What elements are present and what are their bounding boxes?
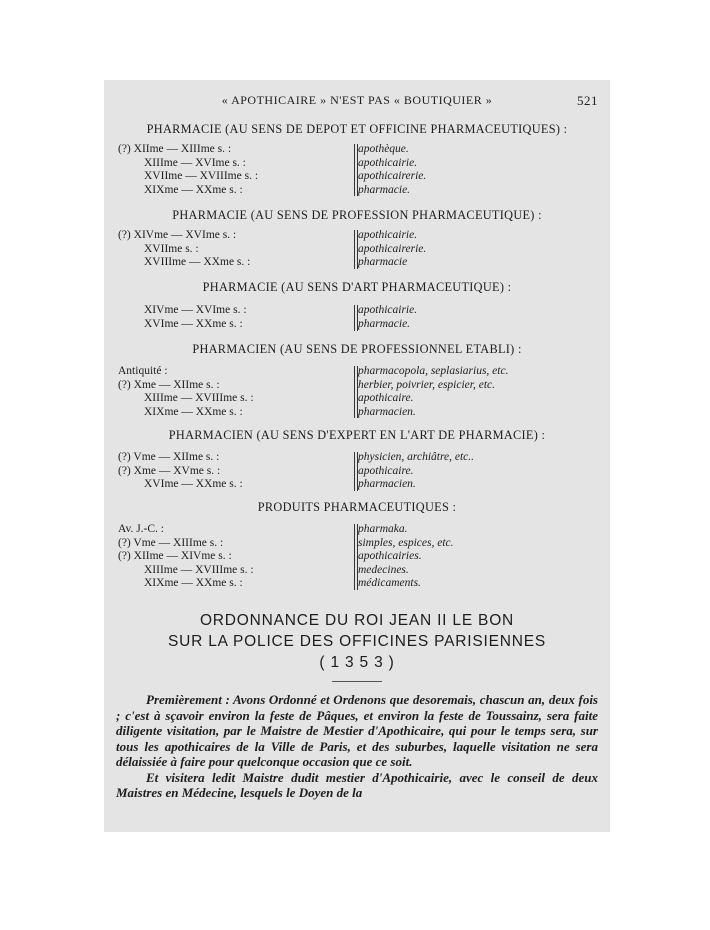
term-table xyxy=(118,229,588,270)
table-row xyxy=(118,318,588,332)
section-heading: PHARMACIE (AU SENS D'ART PHARMACEUTIQUE) : xyxy=(202,280,512,294)
table-row xyxy=(118,243,588,257)
term-label: apothèque. xyxy=(358,143,409,155)
ordinance-year: ( 1 3 5 3 ) xyxy=(319,654,395,671)
term-table xyxy=(118,451,588,492)
running-head xyxy=(104,93,610,109)
table-row xyxy=(118,392,588,406)
ordinance-title-line1: ORDONNANCE DU ROI JEAN II LE BON xyxy=(199,612,515,629)
term-label: pharmacie. xyxy=(358,183,411,196)
table-row xyxy=(118,304,588,318)
paragraph: Premièrement : Avons Ordonné et Ordenons que desoremais, chascun an, deux fois ; c'est à sçavoir environ la feste de Pâques, et environ la feste de Toussainz, sera faite diligente visitation, par le Maistre de Mestier d'Apothicaire, qui pour le temps sera, sur tous les apothicaires de la Ville de Paris, et des suburbes, laquelle visitation ne sera délaissiée à faire pour quelconque occasion que ce soit. xyxy=(116,692,598,769)
term-label: médicaments. xyxy=(358,577,421,589)
table-row xyxy=(118,157,588,171)
table-row xyxy=(118,523,588,537)
table-row xyxy=(118,229,588,243)
table-row xyxy=(118,170,588,184)
table-row xyxy=(118,577,588,591)
period-label: XIVme — XVIme s. : xyxy=(144,304,247,316)
term-label: medecines. xyxy=(358,563,409,576)
term-table xyxy=(118,523,588,591)
table-row xyxy=(118,478,588,492)
period-label: (?) Xme — XVme s. : xyxy=(118,464,221,477)
term-label: pharmacien. xyxy=(358,405,416,418)
table-row xyxy=(118,379,588,393)
period-label: XIXme — XXme s. : xyxy=(144,405,243,418)
period-label: (?) Vme — XIIIme s. : xyxy=(118,536,224,549)
period-label: Av. J.-C. : xyxy=(118,523,164,535)
table-row xyxy=(118,451,588,465)
period-label: XVIme — XXme s. : xyxy=(144,478,243,490)
term-label: pharmacie. xyxy=(358,317,411,330)
period-label: (?) Xme — XIIme s. : xyxy=(118,378,220,391)
term-label: apothicairie. xyxy=(358,229,418,241)
term-label: apothicairie. xyxy=(358,304,418,316)
period-label: XVIIme s. : xyxy=(144,242,199,255)
term-label: apothicairerie. xyxy=(358,170,427,182)
section-heading: PHARMACIE (AU SENS DE DEPOT ET OFFICINE PHARMACEUTIQUES) : xyxy=(146,122,568,136)
period-label: XVIme — XXme s. : xyxy=(144,317,243,330)
table-row xyxy=(118,537,588,551)
period-label: XVIIme — XVIIIme s. : xyxy=(144,170,259,182)
term-label: herbier, poivrier, espicier, etc. xyxy=(358,378,496,391)
term-label: pharmacie xyxy=(358,256,408,268)
term-label: apothicairerie. xyxy=(358,242,427,255)
term-label: pharmacopola, seplasiarius, etc. xyxy=(358,365,509,377)
term-label: pharmaka. xyxy=(358,523,408,535)
section-heading: PHARMACIEN (AU SENS D'EXPERT EN L'ART DE PHARMACIE) : xyxy=(168,428,546,442)
ordinance-title-line2: SUR LA POLICE DES OFFICINES PARISIENNES xyxy=(167,633,547,650)
title-divider xyxy=(332,681,382,682)
term-label: apothicairies. xyxy=(358,550,422,562)
running-head-title: « APOTHICAIRE » N'EST PAS « BOUTIQUIER » xyxy=(221,93,493,107)
period-label: XIXme — XXme s. : xyxy=(144,183,243,196)
period-label: (?) XIIme — XIVme s. : xyxy=(118,550,232,562)
table-row xyxy=(118,465,588,479)
table-row xyxy=(118,550,588,564)
term-table xyxy=(118,304,588,331)
book-page xyxy=(104,80,610,832)
period-label: XIXme — XXme s. : xyxy=(144,577,243,589)
section-heading: PHARMACIE (AU SENS DE PROFESSION PHARMACEUTIQUE) : xyxy=(172,208,542,222)
body-text xyxy=(116,692,598,801)
term-table xyxy=(118,143,588,197)
term-label: pharmacien. xyxy=(358,478,416,490)
term-label: apothicaire. xyxy=(358,392,414,404)
section-heading: PRODUITS PHARMACEUTIQUES : xyxy=(257,500,457,514)
section-heading: PHARMACIEN (AU SENS DE PROFESSIONNEL ETABLI) : xyxy=(192,342,522,356)
paragraph: Et visitera ledit Maistre dudit mestier d'Apothicairie, avec le conseil de deux Maistres en Médecine, lesquels le Doyen de la xyxy=(116,769,598,800)
period-label: XIIIme — XVIIIme s. : xyxy=(144,392,254,404)
term-label: apothicairie. xyxy=(358,156,418,169)
table-row xyxy=(118,406,588,420)
term-label: simples, espices, etc. xyxy=(358,536,454,549)
table-row xyxy=(118,184,588,198)
period-label: XVIIIme — XXme s. : xyxy=(144,256,251,268)
period-label: XIIIme — XVIme s. : xyxy=(144,156,246,169)
table-row xyxy=(118,256,588,270)
table-row xyxy=(118,143,588,157)
table-row xyxy=(118,365,588,379)
period-label: (?) Vme — XIIme s. : xyxy=(118,451,220,463)
period-label: (?) XIVme — XVIme s. : xyxy=(118,229,237,241)
page-number: 521 xyxy=(577,93,598,108)
term-table xyxy=(118,365,588,419)
term-label: apothicaire. xyxy=(358,464,414,477)
table-row xyxy=(118,564,588,578)
period-label: XIIIme — XVIIIme s. : xyxy=(144,563,254,576)
period-label: Antiquité : xyxy=(118,365,168,377)
term-label: physicien, archiâtre, etc.. xyxy=(358,451,475,463)
period-label: (?) XIIme — XIIIme s. : xyxy=(118,143,232,155)
